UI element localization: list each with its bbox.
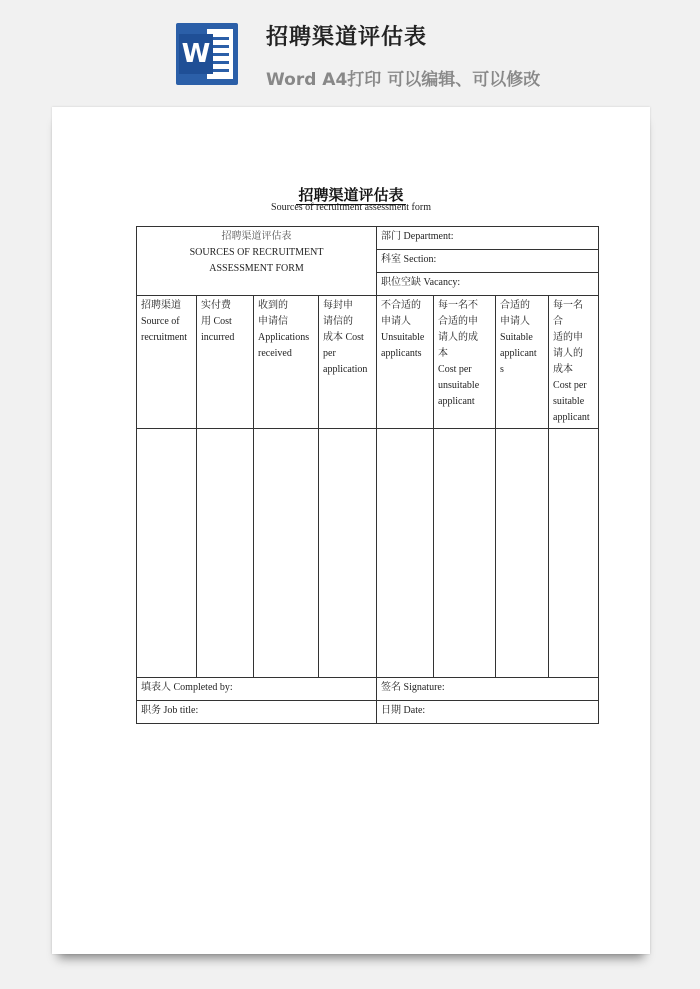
column-header-text: 每封申 — [323, 300, 353, 311]
column-header-text: unsuitable — [438, 380, 480, 391]
column-header-text: suitable — [553, 396, 585, 407]
document-page — [52, 107, 650, 954]
column-header-text: applicant — [438, 396, 475, 407]
data-cell-applications[interactable] — [254, 429, 319, 678]
data-cell-cost-per-suitable[interactable] — [549, 429, 599, 678]
column-header-text: 不合适的 — [381, 300, 422, 311]
column-header-text: received — [258, 348, 292, 359]
column-header-unsuitable — [377, 296, 434, 429]
column-header-text: 请人的 — [553, 348, 584, 359]
column-header-text: 申请人 — [500, 316, 531, 327]
data-cell-cost-per-application[interactable] — [319, 429, 377, 678]
data-cell-cost[interactable] — [197, 429, 254, 678]
column-header-text: 请信的 — [323, 316, 353, 327]
data-cell-unsuitable[interactable] — [377, 429, 434, 678]
column-header-text: applicants — [381, 348, 422, 359]
column-header-text: applicant — [500, 348, 537, 359]
job-title-field[interactable]: 职务 Job title: — [137, 701, 377, 724]
document-subtitle: Sources of recruitment assessment form — [271, 202, 431, 213]
column-header-text: 每一名 — [553, 300, 584, 311]
date-field[interactable]: 日期 Date: — [377, 701, 599, 724]
column-header-text: 申请人 — [381, 316, 412, 327]
column-header-text: 成本 Cost — [323, 332, 364, 343]
column-header-text: 合 — [553, 316, 564, 327]
column-header-text: recruitment — [141, 332, 188, 343]
vacancy-field[interactable]: 职位空缺 Vacancy: — [377, 273, 599, 296]
page-header — [0, 0, 700, 105]
column-header-applications — [254, 296, 319, 429]
column-header-text: 申请信 — [258, 316, 288, 327]
column-header-text: Applications — [258, 332, 310, 343]
column-header-text: incurred — [201, 332, 235, 343]
column-header-cost-per-application — [319, 296, 377, 429]
data-cell-suitable[interactable] — [496, 429, 549, 678]
column-header-text: 实付费 — [201, 300, 231, 311]
form-title-cell — [137, 227, 377, 296]
data-cell-cost-per-unsuitable[interactable] — [434, 429, 496, 678]
assessment-form-table — [136, 226, 599, 724]
document-title-text: 招聘渠道评估表 — [298, 186, 404, 204]
column-header-text: 成本 — [553, 364, 574, 375]
column-header-text: Cost per — [438, 364, 472, 375]
column-header-text: Suitable — [500, 332, 533, 343]
column-header-source — [137, 296, 197, 429]
form-title-cn: 招聘渠道评估表 — [221, 231, 292, 242]
page-subtitle: Word A4打印 可以编辑、可以修改 — [266, 70, 541, 90]
column-header-text: 请人的成 — [438, 332, 479, 343]
column-header-suitable — [496, 296, 549, 429]
column-header-text: 本 — [438, 348, 449, 359]
column-header-text: 合适的申 — [438, 316, 479, 327]
column-header-text: 每一名不 — [438, 300, 479, 311]
column-header-text: s — [500, 364, 504, 375]
column-header-cost-per-suitable — [549, 296, 599, 429]
column-header-text: 收到的 — [258, 300, 288, 311]
form-title-en-line1: SOURCES OF RECRUITMENT — [189, 247, 324, 258]
column-header-text: 招聘渠道 — [141, 300, 181, 311]
column-header-row — [137, 296, 599, 429]
page-title: 招聘渠道评估表 — [266, 25, 428, 50]
data-cell-source[interactable] — [137, 429, 197, 678]
department-field[interactable]: 部门 Department: — [377, 227, 599, 250]
column-header-cost — [197, 296, 254, 429]
column-header-text: 适的申 — [553, 332, 584, 343]
column-header-text: 合适的 — [500, 300, 531, 311]
column-header-text: 用 Cost — [201, 316, 232, 327]
column-header-text: application — [323, 364, 368, 375]
column-header-cost-per-unsuitable — [434, 296, 496, 429]
column-header-text: per — [323, 348, 336, 359]
data-entry-row — [137, 429, 599, 678]
column-header-text: Unsuitable — [381, 332, 425, 343]
word-logo-letter: W — [179, 34, 213, 74]
section-field[interactable]: 科室 Section: — [377, 250, 599, 273]
column-header-text: applicant — [553, 412, 590, 423]
column-header-text: Source of — [141, 316, 180, 327]
word-document-icon — [176, 23, 238, 85]
column-header-text: Cost per — [553, 380, 587, 391]
completed-by-field[interactable]: 填表人 Completed by: — [137, 678, 377, 701]
signature-field[interactable]: 签名 Signature: — [377, 678, 599, 701]
form-title-en-line2: ASSESSMENT FORM — [209, 263, 304, 274]
